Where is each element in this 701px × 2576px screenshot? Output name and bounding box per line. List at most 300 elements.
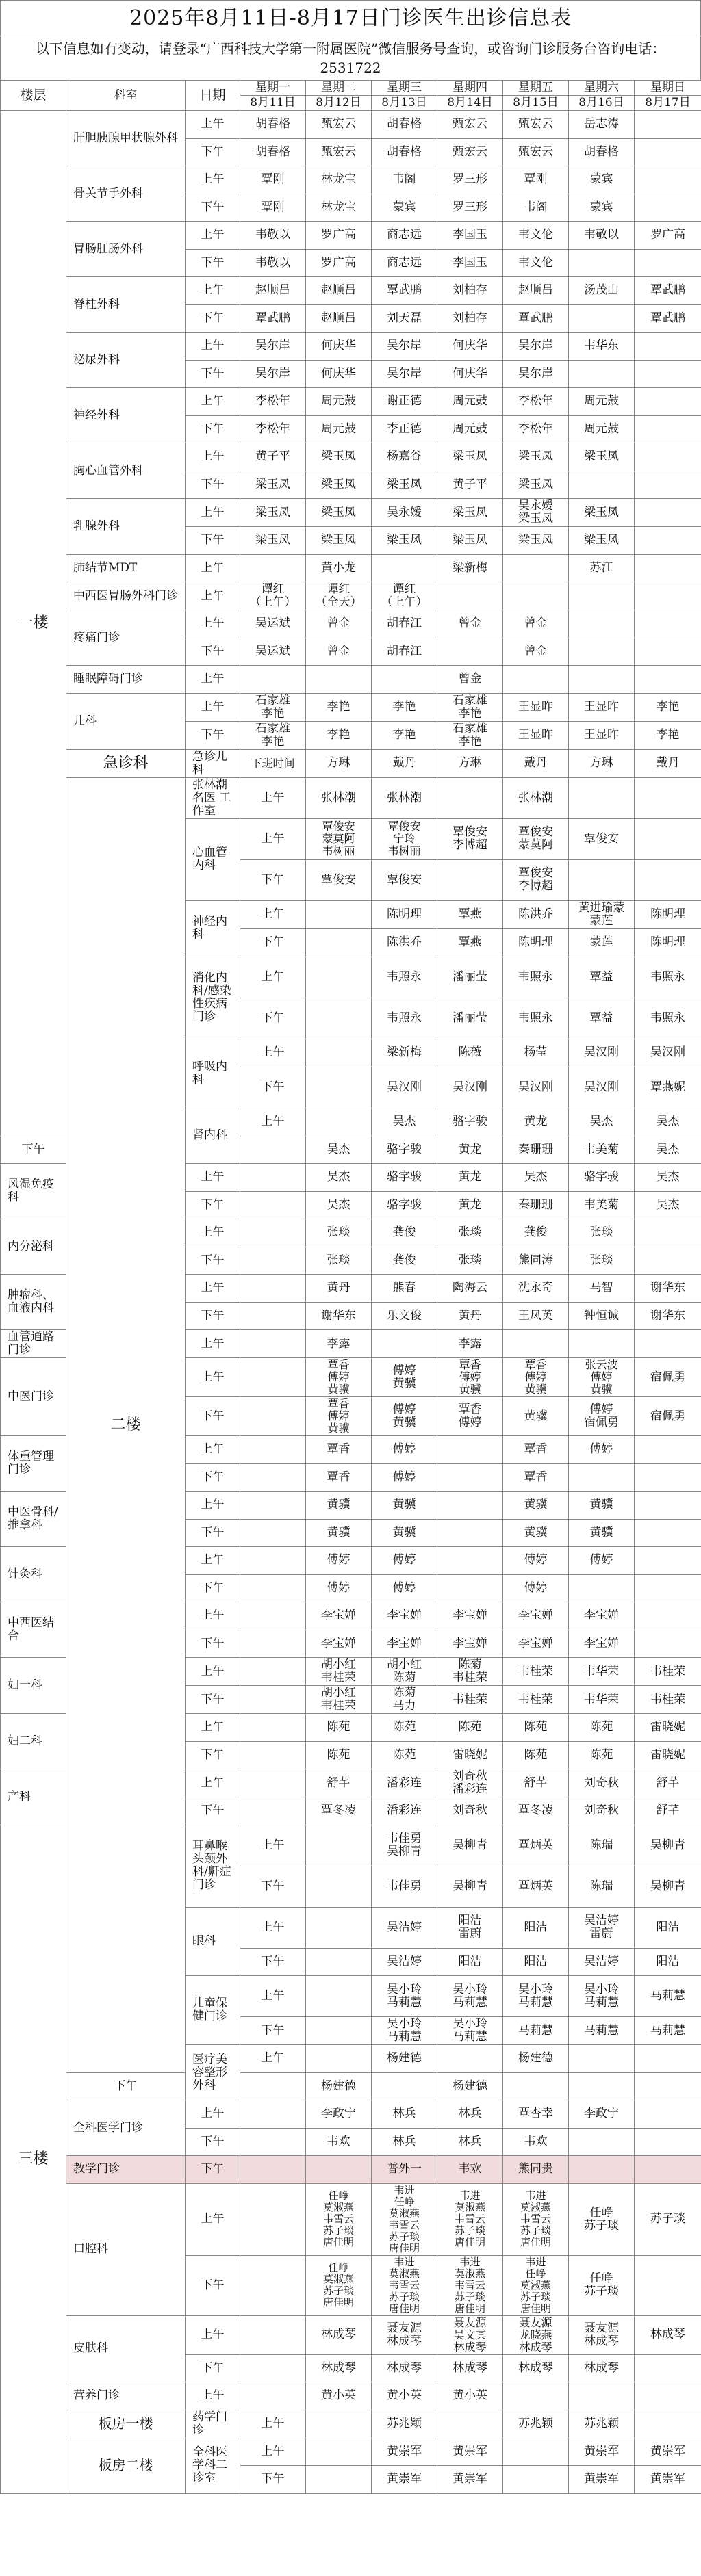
doctor-cell: 石家雄 李艳 — [240, 693, 306, 721]
doctor-cell: 杨建德 — [372, 2045, 437, 2073]
doctor-cell: 覃俊安 — [569, 818, 635, 859]
period-label: 下午 — [186, 1574, 240, 1602]
doctor-cell — [635, 554, 701, 582]
doctor-cell — [635, 2128, 701, 2156]
doctor-cell: 李宝婵 — [372, 1602, 437, 1630]
doctor-cell: 吴杰 — [503, 1164, 569, 1192]
doctor-cell: 马莉慧 — [635, 2017, 701, 2045]
doctor-cell — [306, 1976, 372, 2017]
doctor-cell: 林成琴 — [569, 2354, 635, 2382]
header-date: 8月12日 — [306, 96, 372, 111]
doctor-cell — [569, 1574, 635, 1602]
doctor-cell: 黄崇军 — [372, 2438, 437, 2466]
doctor-cell: 阳洁 — [503, 1907, 569, 1948]
doctor-cell — [240, 1658, 306, 1686]
doctor-cell: 林兵 — [372, 2128, 437, 2156]
dept-name: 张林潮名医 工作室 — [186, 777, 240, 818]
dept-name: 疼痛门诊 — [66, 610, 186, 666]
period-label: 上午 — [186, 111, 240, 139]
doctor-cell: 陈苑 — [503, 1714, 569, 1742]
doctor-cell — [437, 1547, 503, 1575]
doctor-cell — [635, 166, 701, 194]
doctor-cell: 舒芊 — [635, 1769, 701, 1797]
doctor-cell: 谭红 （上午） — [372, 582, 437, 610]
doctor-cell: 骆字骏 — [569, 1164, 635, 1192]
doctor-cell: 刘奇秋 — [569, 1797, 635, 1825]
doctor-cell: 覃俊安 宁玲 韦树丽 — [372, 818, 437, 859]
period-label: 下午 — [1, 1136, 66, 1164]
header-date: 8月14日 — [437, 96, 503, 111]
doctor-cell: 李松年 — [503, 415, 569, 443]
doctor-cell — [240, 1191, 306, 1219]
doctor-cell: 黄龙 — [503, 1108, 569, 1136]
doctor-cell: 林成琴 — [306, 2354, 372, 2382]
doctor-cell: 陈苑 — [503, 1741, 569, 1769]
header-date: 8月15日 — [503, 96, 569, 111]
doctor-cell: 陈瑞 — [569, 1866, 635, 1907]
doctor-cell: 李宝婵 — [569, 1602, 635, 1630]
doctor-cell — [635, 443, 701, 471]
doctor-cell — [569, 360, 635, 388]
doctor-cell: 傅婷 — [372, 1463, 437, 1492]
doctor-cell: 黄进瑜蒙 蒙莲 — [569, 900, 635, 928]
doctor-cell: 石家雄 李艳 — [437, 721, 503, 749]
doctor-cell: 陈薇 — [437, 1039, 503, 1067]
doctor-cell: 陈洪乔 — [503, 900, 569, 928]
doctor-cell: 黄龙 — [437, 1136, 503, 1164]
doctor-cell: 刘柏存 — [437, 304, 503, 333]
doctor-cell — [635, 2100, 701, 2129]
doctor-cell — [240, 2128, 306, 2156]
header-date: 8月13日 — [372, 96, 437, 111]
doctor-cell: 陈苑 — [306, 1741, 372, 1769]
doctor-cell: 韦敬以 — [569, 222, 635, 250]
doctor-cell: 陈瑞 — [569, 1825, 635, 1866]
period-label: 上午 — [186, 2183, 240, 2255]
doctor-cell: 黄崇军 — [569, 2466, 635, 2494]
doctor-cell — [635, 360, 701, 388]
header-weekday: 星期二 — [306, 81, 372, 96]
doctor-cell — [240, 2315, 306, 2354]
doctor-cell: 周元鼓 — [306, 415, 372, 443]
dept-name: 耳鼻喉头颈外科/鼾症门诊 — [186, 1825, 240, 1907]
doctor-cell: 梁玉凤 — [240, 499, 306, 527]
doctor-cell: 陈苑 — [437, 1714, 503, 1742]
doctor-cell: 潘丽莹 — [437, 957, 503, 998]
doctor-cell: 韦照永 — [635, 957, 701, 998]
doctor-cell: 胡春格 — [240, 111, 306, 139]
doctor-cell: 赵顺吕 — [306, 304, 372, 333]
doctor-cell: 梁玉凤 — [372, 527, 437, 555]
doctor-cell: 周元鼓 — [437, 388, 503, 416]
doctor-cell: 周元鼓 — [437, 415, 503, 443]
doctor-cell: 刘天磊 — [372, 304, 437, 333]
dept-name: 肺结节MDT — [66, 554, 186, 582]
doctor-cell: 黄龙 — [437, 1164, 503, 1192]
doctor-cell: 蒙宾 — [569, 194, 635, 222]
period-label: 下午 — [186, 304, 240, 333]
doctor-cell: 罗广高 — [306, 249, 372, 277]
doctor-cell: 阳洁 — [635, 1907, 701, 1948]
doctor-cell: 韦欢 — [437, 2156, 503, 2184]
doctor-cell: 马莉慧 — [635, 1976, 701, 2017]
period-label: 下午 — [186, 1463, 240, 1492]
doctor-cell — [306, 957, 372, 998]
doctor-cell: 林成琴 — [306, 2315, 372, 2354]
doctor-cell: 胡春格 — [240, 138, 306, 166]
doctor-cell: 韦桂荣 — [503, 1686, 569, 1714]
dept-name: 呼吸内科 — [186, 1039, 240, 1108]
doctor-cell: 吴柳青 — [437, 1866, 503, 1907]
doctor-cell: 吴尔岸 — [240, 333, 306, 361]
doctor-cell: 傅婷 黄骥 — [372, 1358, 437, 1397]
dept-name: 中西医结合 — [1, 1602, 66, 1658]
doctor-cell: 方琳 — [569, 749, 635, 777]
doctor-cell: 覃香 傅婷 黄骥 — [306, 1358, 372, 1397]
dept-name: 中医门诊 — [1, 1358, 66, 1436]
doctor-cell: 胡小红 韦桂荣 — [306, 1658, 372, 1686]
doctor-cell: 韦文伦 — [503, 249, 569, 277]
doctor-cell: 胡春江 — [372, 638, 437, 666]
doctor-cell: 韦华荣 — [569, 1686, 635, 1714]
period-label: 上午 — [186, 1358, 240, 1397]
dept-name: 全科医学科二诊室 — [186, 2438, 240, 2493]
schedule-row — [1, 582, 701, 610]
doctor-cell: 吴柳青 — [437, 1825, 503, 1866]
doctor-cell: 吴尔岸 — [503, 360, 569, 388]
doctor-cell — [240, 1602, 306, 1630]
doctor-cell: 覃香 傅婷 黄骥 — [437, 1358, 503, 1397]
doctor-cell — [635, 249, 701, 277]
doctor-cell: 覃武鹏 — [372, 277, 437, 305]
dept-name: 儿童保健门诊 — [186, 1976, 240, 2045]
doctor-cell: 潘彩连 — [372, 1797, 437, 1825]
schedule-row — [1, 388, 701, 416]
doctor-cell — [240, 2183, 306, 2255]
doctor-cell: 梁玉凤 — [503, 471, 569, 499]
doctor-cell — [503, 2382, 569, 2410]
doctor-cell: 潘丽莹 — [437, 998, 503, 1039]
doctor-cell: 苏子琰 — [635, 2183, 701, 2255]
doctor-cell: 苏江 — [569, 554, 635, 582]
doctor-cell: 傅婷 黄骥 — [372, 1397, 437, 1436]
doctor-cell: 覃香 — [306, 1436, 372, 1464]
doctor-cell: 张琰 — [569, 1247, 635, 1275]
doctor-cell: 熊春 — [372, 1275, 437, 1303]
doctor-cell — [240, 1247, 306, 1275]
doctor-cell: 陈明理 — [372, 900, 437, 928]
doctor-cell — [635, 1219, 701, 1247]
doctor-cell: 覃刚 — [503, 166, 569, 194]
doctor-cell: 黄骥 — [372, 1492, 437, 1520]
doctor-cell: 傅婷 — [503, 1574, 569, 1602]
doctor-cell: 林兵 — [372, 2100, 437, 2129]
doctor-cell: 熊同贵 — [503, 2156, 569, 2184]
floor-label: 板房二楼 — [66, 2438, 186, 2493]
doctor-cell: 林兵 — [437, 2100, 503, 2129]
doctor-cell: 张林潮 — [503, 777, 569, 818]
doctor-cell: 任峥 苏子琰 — [569, 2255, 635, 2315]
doctor-cell — [635, 2354, 701, 2382]
doctor-cell: 傅婷 — [306, 1574, 372, 1602]
doctor-cell: 覃俊安 蒙莫阿 — [503, 818, 569, 859]
floor-label: 三楼 — [1, 1825, 66, 2493]
doctor-cell — [635, 1630, 701, 1658]
doctor-cell — [240, 1302, 306, 1330]
period-label: 下午 — [186, 1630, 240, 1658]
doctor-cell: 任峥 苏子琰 — [569, 2183, 635, 2255]
dept-name: 神经内科 — [186, 900, 240, 957]
doctor-cell: 覃香 — [306, 1463, 372, 1492]
doctor-cell: 梁玉凤 — [437, 443, 503, 471]
period-label: 下午 — [186, 2128, 240, 2156]
doctor-cell: 汤茂山 — [569, 277, 635, 305]
doctor-cell — [240, 2100, 306, 2129]
period-label: 下午 — [66, 2072, 186, 2100]
dept-name: 医疗美容整形外科 — [186, 2045, 240, 2100]
doctor-cell — [437, 1492, 503, 1520]
doctor-cell: 刘奇秋 — [569, 1769, 635, 1797]
doctor-cell — [569, 2072, 635, 2100]
doctor-cell: 阳洁 — [437, 1948, 503, 1976]
doctor-cell: 骆字骏 — [372, 1191, 437, 1219]
doctor-cell: 聂友源 龙晓燕 林成琴 — [503, 2315, 569, 2354]
period-label: 下午 — [186, 360, 240, 388]
period-label: 上午 — [240, 1907, 306, 1948]
doctor-cell: 梁玉凤 — [437, 499, 503, 527]
doctor-cell: 陈苑 — [372, 1714, 437, 1742]
doctor-cell: 商志远 — [372, 222, 437, 250]
period-label: 上午 — [186, 166, 240, 194]
doctor-cell: 罗广高 — [306, 222, 372, 250]
doctor-cell: 韦华东 — [569, 333, 635, 361]
doctor-cell: 陈苑 — [569, 1714, 635, 1742]
doctor-cell: 张琰 — [437, 1247, 503, 1275]
schedule-row — [1, 2100, 701, 2129]
doctor-cell — [372, 666, 437, 694]
dept-name: 眼科 — [186, 1907, 240, 1976]
doctor-cell — [437, 2410, 503, 2438]
doctor-cell — [437, 1436, 503, 1464]
period-label: 下午 — [186, 138, 240, 166]
period-label: 下午 — [186, 2354, 240, 2382]
doctor-cell: 谢华东 — [635, 1275, 701, 1303]
doctor-cell: 李松年 — [503, 388, 569, 416]
period-label: 上午 — [186, 1658, 240, 1686]
doctor-cell — [635, 1463, 701, 1492]
doctor-cell — [306, 998, 372, 1039]
doctor-cell: 秦珊珊 — [503, 1191, 569, 1219]
doctor-cell: 谢华东 — [635, 1302, 701, 1330]
dept-name: 睡眠障碍门诊 — [66, 666, 186, 694]
floor-label: 一楼 — [1, 111, 66, 1136]
doctor-cell — [503, 2438, 569, 2466]
doctor-cell: 韦敬以 — [240, 249, 306, 277]
doctor-cell: 覃香 傅婷 黄骥 — [503, 1358, 569, 1397]
doctor-cell: 谢华东 — [306, 1302, 372, 1330]
doctor-cell: 傅婷 — [372, 1574, 437, 1602]
doctor-cell: 梁玉凤 — [306, 471, 372, 499]
doctor-cell — [635, 527, 701, 555]
doctor-cell — [240, 1330, 306, 1358]
doctor-cell — [635, 666, 701, 694]
period-label: 上午 — [240, 1825, 306, 1866]
doctor-cell: 吴杰 — [635, 1164, 701, 1192]
doctor-cell: 蒙宾 — [372, 194, 437, 222]
doctor-cell: 傅婷 — [372, 1547, 437, 1575]
doctor-cell: 韦进 莫淑燕 韦雪云 苏子琰 唐佳明 — [372, 2255, 437, 2315]
period-label: 下午 — [186, 1191, 240, 1219]
doctor-cell: 骆字骏 — [372, 1136, 437, 1164]
doctor-cell — [306, 2410, 372, 2438]
doctor-cell: 乐文俊 — [372, 1302, 437, 1330]
doctor-cell — [306, 1067, 372, 1108]
schedule-row — [1, 166, 701, 194]
doctor-cell: 陈明理 — [635, 928, 701, 957]
doctor-cell — [635, 2382, 701, 2410]
doctor-cell: 韦桂荣 — [437, 1686, 503, 1714]
doctor-cell: 韦美菊 — [569, 1136, 635, 1164]
doctor-cell — [240, 554, 306, 582]
doctor-cell: 舒芊 — [306, 1769, 372, 1797]
schedule-row — [1, 499, 701, 527]
doctor-cell — [635, 1602, 701, 1630]
doctor-cell — [240, 1547, 306, 1575]
header-weekday: 星期一 — [240, 81, 306, 96]
doctor-cell — [635, 1247, 701, 1275]
doctor-cell: 骆字骏 — [372, 1164, 437, 1192]
period-label: 下午 — [240, 1067, 306, 1108]
doctor-cell — [240, 2072, 306, 2100]
doctor-cell — [635, 610, 701, 638]
doctor-cell: 罗三形 — [437, 166, 503, 194]
floor-label: 二楼 — [66, 777, 186, 2072]
doctor-cell — [635, 2045, 701, 2073]
doctor-cell — [240, 2255, 306, 2315]
doctor-cell: 刘柏存 — [437, 277, 503, 305]
doctor-cell: 韦照永 — [503, 998, 569, 1039]
dept-name: 口腔科 — [66, 2183, 186, 2315]
doctor-cell: 吴小玲 马莉慧 — [437, 2017, 503, 2045]
period-label: 上午 — [240, 2045, 306, 2073]
doctor-cell: 潘彩连 — [372, 1769, 437, 1797]
dept-name: 心血管内科 — [186, 818, 240, 900]
doctor-cell — [635, 1330, 701, 1358]
doctor-cell — [437, 638, 503, 666]
doctor-cell: 傅婷 — [569, 1547, 635, 1575]
doctor-cell — [240, 1714, 306, 1742]
doctor-cell — [569, 2156, 635, 2184]
doctor-cell: 胡春格 — [372, 138, 437, 166]
floor-label: 急诊科 — [66, 749, 186, 777]
doctor-cell: 梁玉凤 — [306, 443, 372, 471]
doctor-cell: 张林潮 — [306, 777, 372, 818]
doctor-cell: 龚俊 — [503, 1219, 569, 1247]
period-label: 上午 — [186, 666, 240, 694]
doctor-cell: 吴永嫒 梁玉凤 — [503, 499, 569, 527]
header-weekday: 星期四 — [437, 81, 503, 96]
period-label: 下午 — [186, 2255, 240, 2315]
period-label: 上午 — [186, 1769, 240, 1797]
doctor-cell: 吴洁婷 雷蔚 — [569, 1907, 635, 1948]
doctor-cell — [635, 1519, 701, 1547]
doctor-cell: 胡春江 — [372, 610, 437, 638]
doctor-cell: 覃武鹏 — [635, 304, 701, 333]
doctor-cell: 周元鼓 — [569, 388, 635, 416]
doctor-cell: 林龙宝 — [306, 166, 372, 194]
doctor-cell: 李露 — [437, 1330, 503, 1358]
schedule-row — [1, 222, 701, 250]
doctor-cell: 何庆华 — [437, 360, 503, 388]
doctor-cell — [240, 1219, 306, 1247]
doctor-cell: 陈洪乔 — [372, 928, 437, 957]
period-label: 上午 — [186, 1547, 240, 1575]
doctor-cell: 李露 — [306, 1330, 372, 1358]
doctor-cell: 韦佳勇 吴柳青 — [372, 1825, 437, 1866]
doctor-cell: 谭红 （全天） — [306, 582, 372, 610]
doctor-cell: 李正德 — [372, 415, 437, 443]
doctor-cell: 韦敬以 — [240, 222, 306, 250]
doctor-cell: 黄丹 — [437, 1302, 503, 1330]
doctor-cell: 聂友源 吴文其 林成琴 — [437, 2315, 503, 2354]
doctor-cell: 李宝婵 — [569, 1630, 635, 1658]
doctor-cell: 覃武鹏 — [240, 304, 306, 333]
doctor-cell: 曾金 — [503, 638, 569, 666]
doctor-cell: 覃炳英 — [503, 1866, 569, 1907]
doctor-cell: 黄骥 — [569, 1519, 635, 1547]
period-label: 上午 — [186, 1714, 240, 1742]
doctor-cell: 何庆华 — [306, 333, 372, 361]
doctor-cell — [503, 1330, 569, 1358]
doctor-cell: 王显昨 — [503, 721, 569, 749]
doctor-cell: 傅婷 — [372, 1436, 437, 1464]
doctor-cell: 黄崇军 — [372, 2466, 437, 2494]
doctor-cell — [635, 1574, 701, 1602]
doctor-cell: 陶海云 — [437, 1275, 503, 1303]
period-label: 上午 — [186, 443, 240, 471]
doctor-cell: 陈明理 — [503, 928, 569, 957]
schedule-row — [1, 2183, 701, 2255]
doctor-cell: 甄宏云 — [306, 111, 372, 139]
doctor-cell: 吴汉刚 — [635, 1039, 701, 1067]
doctor-cell — [240, 1397, 306, 1436]
doctor-cell: 马智 — [569, 1275, 635, 1303]
doctor-cell: 梁玉凤 — [306, 499, 372, 527]
period-label: 下午 — [240, 998, 306, 1039]
dept-name: 产科 — [1, 1769, 66, 1825]
doctor-cell — [372, 554, 437, 582]
dept-name: 急诊儿科 — [186, 749, 240, 777]
doctor-cell: 龚俊 — [372, 1219, 437, 1247]
period-label: 下午 — [186, 1686, 240, 1714]
doctor-cell: 何庆华 — [306, 360, 372, 388]
doctor-cell — [635, 2156, 701, 2184]
doctor-cell: 杨嘉谷 — [372, 443, 437, 471]
doctor-cell — [437, 859, 503, 900]
doctor-cell: 王显昨 — [503, 693, 569, 721]
doctor-cell: 李宝婵 — [306, 1602, 372, 1630]
dept-name: 内分泌科 — [1, 1219, 66, 1275]
doctor-cell: 龚俊 — [372, 1247, 437, 1275]
period-label: 上午 — [186, 2100, 240, 2129]
doctor-cell: 曾金 — [437, 666, 503, 694]
doctor-cell: 吴杰 — [635, 1136, 701, 1164]
period-label: 上午 — [186, 1436, 240, 1464]
doctor-cell: 黄小英 — [306, 2382, 372, 2410]
schedule-row — [1, 2315, 701, 2354]
doctor-cell: 杨建德 — [503, 2045, 569, 2073]
doctor-cell — [635, 859, 701, 900]
